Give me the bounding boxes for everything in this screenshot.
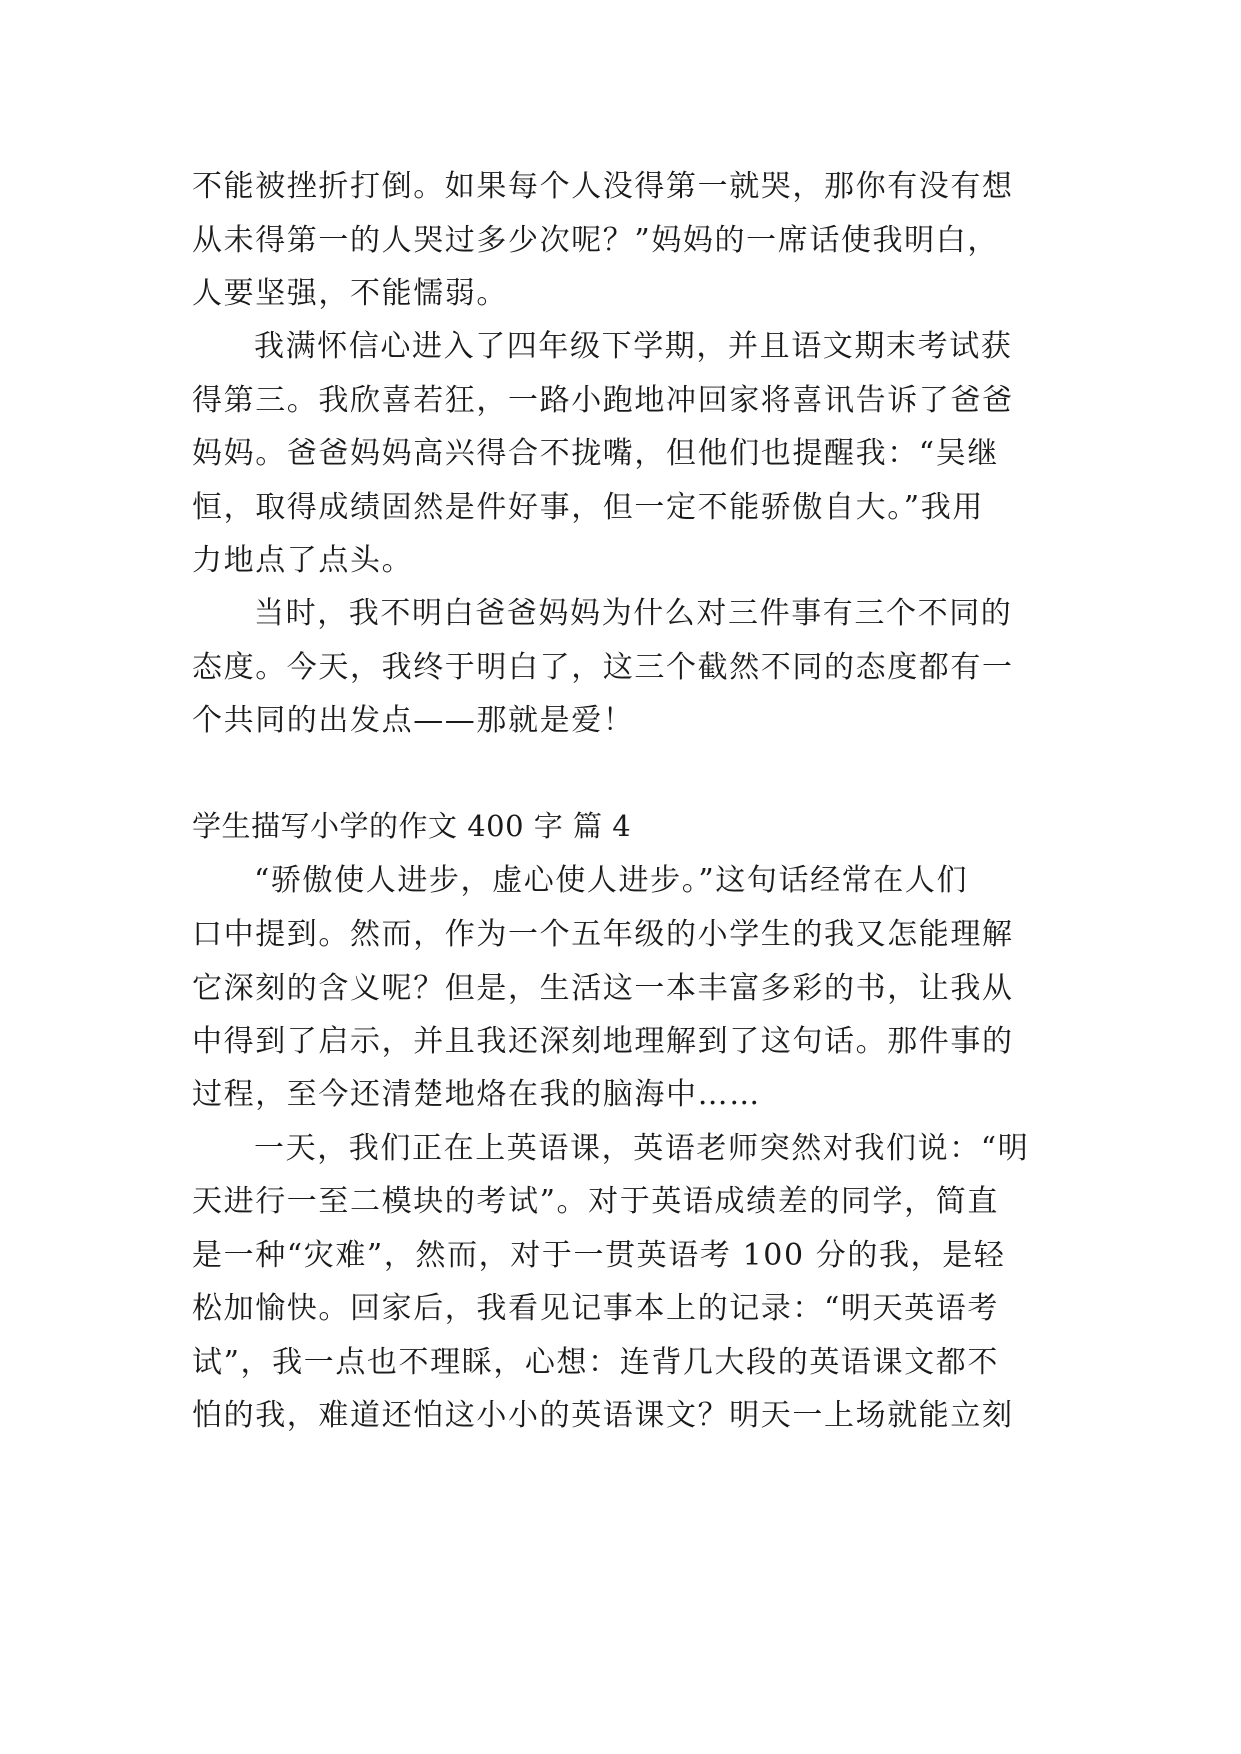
text-line: 个共同的出发点——那就是爱！ <box>192 703 635 738</box>
text-line: 人要坚强，不能懦弱。 <box>192 276 508 311</box>
section-heading: 学生描写小学的作文 400 字 篇 4 <box>192 809 632 843</box>
text-line: 它深刻的含义呢？但是，生活这一本丰富多彩的书，让我从 <box>192 971 1014 1006</box>
text-line: 试”，我一点也不理睬，心想：连背几大段的英语课文都不 <box>192 1345 999 1380</box>
text-line: 力地点了点头。 <box>192 543 414 578</box>
text-line: 天进行一至二模块的考试”。对于英语成绩差的同学，简直 <box>192 1184 999 1219</box>
text-line: 松加愉快。回家后，我看见记事本上的记录：“明天英语考 <box>192 1291 999 1326</box>
text-line: 态度。今天，我终于明白了，这三个截然不同的态度都有一 <box>192 650 1014 685</box>
text-line: 中得到了启示，并且我还深刻地理解到了这句话。那件事的 <box>192 1024 1014 1059</box>
text-line: “骄傲使人进步，虚心使人进步。”这句话经常在人们 <box>254 863 969 898</box>
text-line: 得第三。我欣喜若狂，一路小跑地冲回家将喜讯告诉了爸爸 <box>192 383 1014 418</box>
text-line: 从未得第一的人哭过多少次呢？”妈妈的一席话使我明白， <box>192 223 999 258</box>
text-line: 妈妈。爸爸妈妈高兴得合不拢嘴，但他们也提醒我：“吴继 <box>192 436 999 471</box>
text-line: 我满怀信心进入了四年级下学期，并且语文期末考试获 <box>254 329 1013 364</box>
text-line: 过程，至今还清楚地烙在我的脑海中…… <box>192 1077 761 1112</box>
text-line: 恒，取得成绩固然是件好事，但一定不能骄傲自大。”我用 <box>192 490 984 525</box>
text-line: 怕的我，难道还怕这小小的英语课文？明天一上场就能立刻 <box>192 1398 1014 1433</box>
text-line: 是一种“灾难”，然而，对于一贯英语考 100 分的我，是轻 <box>192 1238 1006 1273</box>
text-line: 一天，我们正在上英语课，英语老师突然对我们说：“明 <box>254 1131 1030 1166</box>
text-line: 当时，我不明白爸爸妈妈为什么对三件事有三个不同的 <box>254 596 1013 631</box>
text-line: 不能被挫折打倒。如果每个人没得第一就哭，那你有没有想 <box>192 169 1014 204</box>
text-line: 口中提到。然而，作为一个五年级的小学生的我又怎能理解 <box>192 917 1014 952</box>
